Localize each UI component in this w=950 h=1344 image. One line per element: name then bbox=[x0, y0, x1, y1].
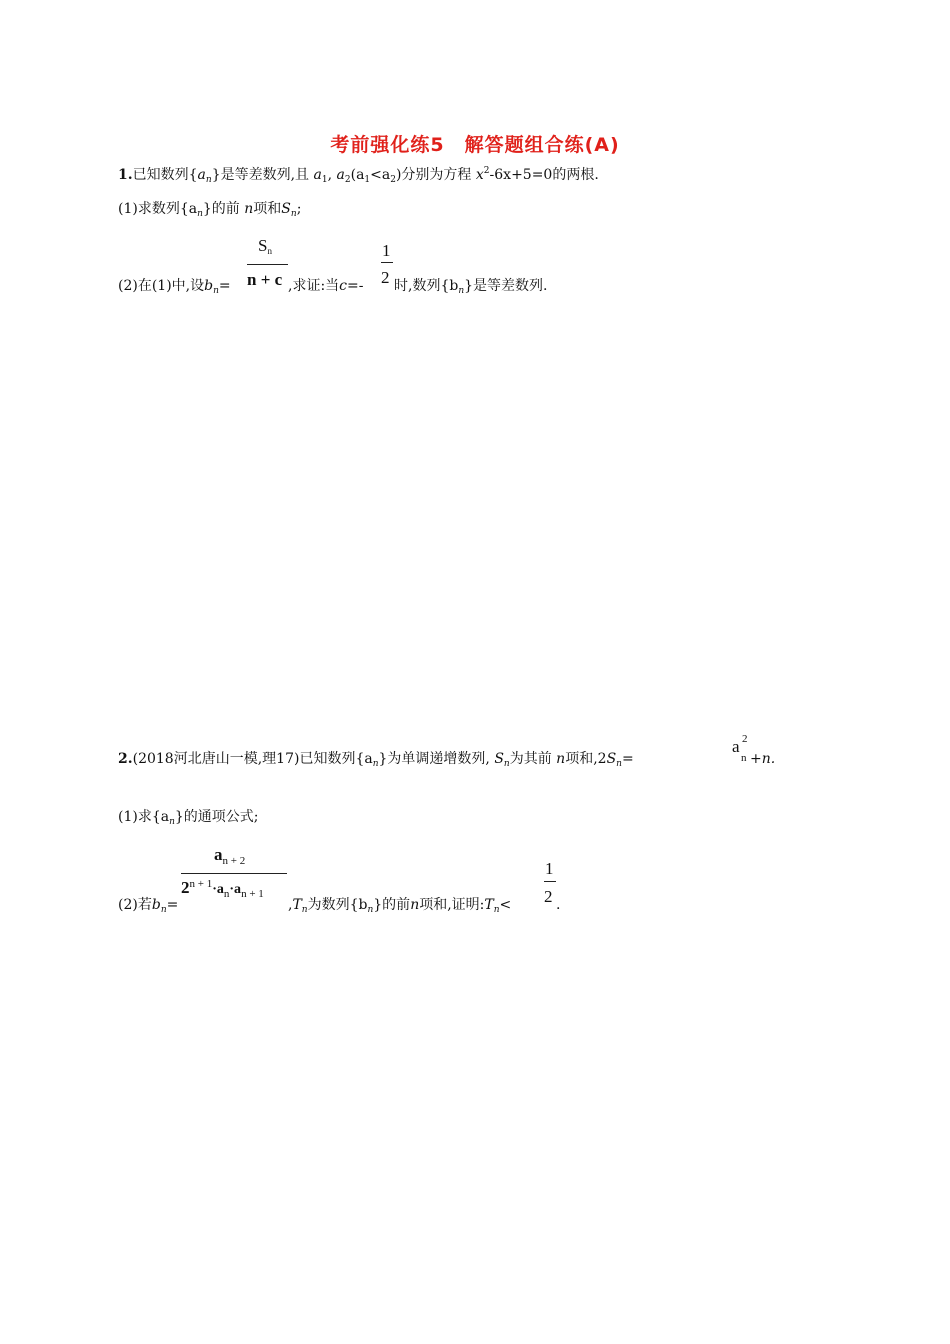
text: < bbox=[499, 897, 512, 913]
text: b bbox=[151, 897, 161, 913]
text: n bbox=[160, 905, 167, 915]
text: n bbox=[410, 897, 420, 913]
question-1-part-1 bbox=[118, 200, 301, 223]
text: c bbox=[339, 278, 348, 294]
text: S bbox=[606, 751, 617, 767]
text: 2 bbox=[181, 878, 190, 897]
fraction-bar bbox=[381, 262, 393, 263]
text: 1 bbox=[364, 175, 371, 185]
half-numerator: 1 bbox=[382, 241, 391, 260]
text: n bbox=[458, 286, 465, 296]
text: (1)求{a bbox=[118, 809, 170, 825]
text: 2 bbox=[483, 166, 490, 176]
text: -6x+5=0的两根. bbox=[489, 167, 599, 183]
text: }的通项公式; bbox=[174, 809, 259, 825]
a-squared bbox=[732, 737, 740, 757]
question-2-part-2 bbox=[118, 896, 178, 919]
text: n bbox=[205, 175, 212, 185]
text: n bbox=[616, 759, 622, 769]
text: n + 1 bbox=[189, 878, 213, 890]
fraction-denominator: n + c bbox=[247, 270, 283, 289]
text: (2018河北唐山一模,理17) bbox=[132, 751, 300, 767]
text: ,求证:当 bbox=[288, 278, 340, 294]
text: a bbox=[197, 167, 206, 183]
text: 2 bbox=[390, 175, 396, 185]
question-number: 1. bbox=[118, 167, 133, 183]
text: a bbox=[214, 845, 223, 864]
text: n bbox=[503, 759, 510, 769]
text: = bbox=[218, 278, 231, 294]
text: S bbox=[281, 201, 291, 217]
text: T bbox=[292, 897, 302, 913]
half-numerator: 1 bbox=[545, 859, 554, 878]
question-2-stem bbox=[118, 750, 634, 773]
text: (a bbox=[350, 167, 365, 183]
text: n bbox=[197, 209, 203, 219]
text: 2 bbox=[344, 175, 351, 185]
text: = bbox=[166, 897, 179, 913]
text: a bbox=[313, 167, 322, 183]
text: }是等差数列,且 bbox=[211, 167, 310, 183]
fraction-bar bbox=[247, 264, 288, 265]
exponent: 2 bbox=[742, 733, 748, 745]
text: }为单调递增数列, bbox=[378, 751, 490, 767]
period: . bbox=[556, 897, 561, 913]
plus-n: +n. bbox=[750, 751, 776, 767]
text: (1)求数列{a bbox=[118, 201, 198, 217]
text: 为数列{b bbox=[307, 897, 368, 913]
fraction-bar bbox=[544, 881, 556, 882]
text: ; bbox=[296, 201, 302, 217]
text: n bbox=[493, 905, 500, 915]
text: n bbox=[223, 888, 230, 900]
text: )分别为方程 bbox=[395, 167, 472, 183]
text: , bbox=[327, 167, 333, 183]
text: }的前 bbox=[202, 201, 240, 217]
text: S bbox=[494, 751, 504, 767]
text: a bbox=[732, 737, 740, 756]
text: 1 bbox=[321, 175, 328, 185]
text: n bbox=[556, 751, 566, 767]
page-title: 考前强化练5 解答题组合练(A) bbox=[330, 134, 620, 156]
text: 已知数列{ bbox=[132, 167, 198, 183]
text: n bbox=[301, 905, 308, 915]
text: 项和 bbox=[253, 201, 282, 217]
text: n + 2 bbox=[222, 855, 246, 867]
subscript: n bbox=[741, 752, 747, 764]
text: n bbox=[367, 905, 374, 915]
text: <a bbox=[370, 167, 391, 183]
fraction-bar bbox=[181, 873, 287, 874]
text: }是等差数列. bbox=[464, 278, 548, 294]
text: n + 1 bbox=[241, 888, 264, 900]
question-2-part-2-cont bbox=[288, 896, 511, 919]
text: 项和,2 bbox=[565, 751, 607, 767]
question-1-part-2-end bbox=[394, 277, 547, 300]
question-1-part-2 bbox=[118, 277, 231, 300]
text: ·a bbox=[229, 882, 242, 897]
question-2-part-1 bbox=[118, 808, 259, 831]
text: T bbox=[484, 897, 494, 913]
text: a bbox=[336, 167, 345, 183]
fraction-denominator bbox=[181, 878, 264, 900]
text: 项和,证明: bbox=[419, 897, 485, 913]
text: n bbox=[213, 286, 219, 296]
fraction-numerator bbox=[258, 236, 272, 256]
text: (2)在(1)中,设 bbox=[118, 278, 205, 294]
question-1-stem bbox=[118, 162, 599, 189]
text: 时,数列{b bbox=[394, 278, 459, 294]
text: n bbox=[169, 817, 175, 827]
text: x bbox=[475, 167, 484, 183]
text: n bbox=[244, 201, 254, 217]
question-number: 2. bbox=[118, 751, 133, 767]
text: n bbox=[372, 759, 379, 769]
fraction-numerator bbox=[214, 845, 245, 867]
question-1-part-2-cont bbox=[288, 277, 363, 295]
text: b bbox=[204, 278, 214, 294]
half-denominator: 2 bbox=[381, 268, 390, 287]
text: S bbox=[258, 236, 268, 255]
text: ·a bbox=[212, 882, 224, 897]
text: , bbox=[288, 897, 293, 913]
text: 已知数列{a bbox=[299, 751, 373, 767]
text: }的前 bbox=[373, 897, 411, 913]
text: n bbox=[267, 246, 272, 256]
half-denominator: 2 bbox=[544, 887, 553, 906]
text: n bbox=[290, 209, 297, 219]
text: 为其前 bbox=[509, 751, 552, 767]
text: (2)若 bbox=[118, 897, 152, 913]
text: =- bbox=[347, 278, 364, 294]
text: = bbox=[621, 751, 634, 767]
